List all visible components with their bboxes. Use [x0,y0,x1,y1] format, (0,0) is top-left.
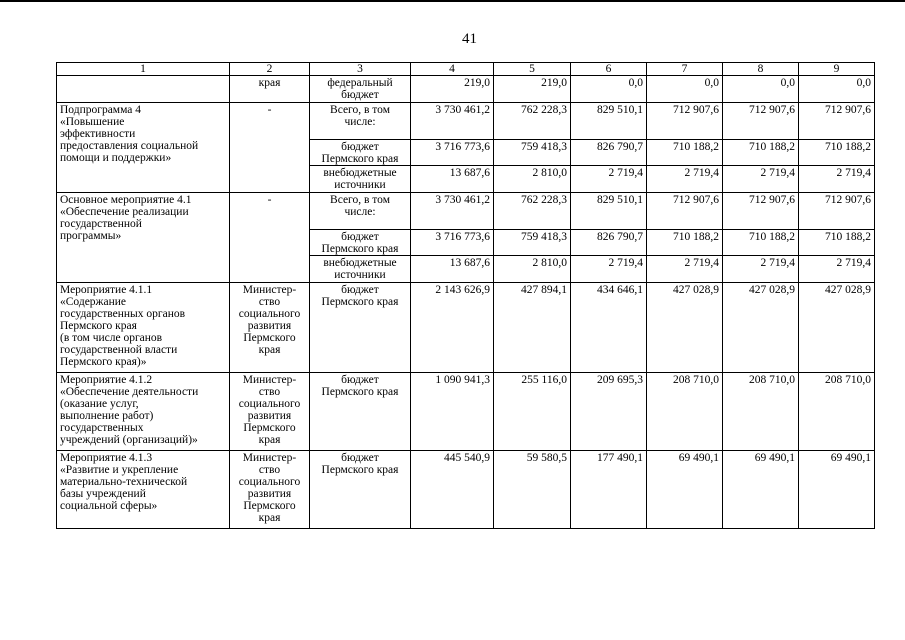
cell-line: государственных [60,422,144,434]
amount-cell: 762 228,3 [494,103,571,140]
amount-cell: 712 907,6 [723,103,799,140]
funding-source-cell [310,193,411,230]
cell-line: (оказание услуг, [60,398,139,410]
cell-line: внебюджетные [323,167,397,179]
amount-cell: 434 646,1 [571,283,647,373]
cell-line: Пермского края)» [60,356,147,368]
cell-line: Подпрограмма 4 [60,104,142,116]
amount-cell: 762 228,3 [494,193,571,230]
table-row [57,283,875,373]
amount-cell: 0,0 [799,76,875,103]
amount-cell: 712 907,6 [723,193,799,230]
amount-cell: 427 028,9 [799,283,875,373]
cell-line: Пермского края [321,386,399,398]
amount-cell: 710 188,2 [799,230,875,256]
cell-line: социального [238,398,301,410]
column-number-cell: 1 [57,63,230,76]
cell-line: числе: [344,206,376,218]
amount-cell: 177 490,1 [571,451,647,529]
amount-cell: 3 730 461,2 [411,103,494,140]
amount-cell: 3 716 773,6 [411,140,494,166]
amount-cell: 208 710,0 [799,373,875,451]
cell-line: социальной сферы» [60,500,158,512]
cell-line: Пермского [243,332,296,344]
amount-cell: 427 028,9 [723,283,799,373]
amount-cell: 0,0 [723,76,799,103]
cell-line: бюджет [341,231,379,243]
budget-table [56,62,875,529]
executor-cell [230,451,310,529]
cell-line: края [258,77,281,89]
amount-cell: 0,0 [647,76,723,103]
column-number-cell: 3 [310,63,411,76]
cell-line: края [258,344,281,356]
cell-line: ство [258,386,281,398]
amount-cell: 69 490,1 [647,451,723,529]
amount-cell: 826 790,7 [571,140,647,166]
cell-line: источники [334,179,386,191]
column-number-row [57,63,875,76]
cell-line: бюджет [341,89,379,101]
column-number-cell: 4 [411,63,494,76]
executor-cell [230,76,310,103]
amount-cell: 427 028,9 [647,283,723,373]
cell-line: края [258,512,281,524]
funding-source-cell [310,76,411,103]
amount-cell: 710 188,2 [723,140,799,166]
top-rule [0,0,905,2]
amount-cell: 2 719,4 [571,166,647,193]
cell-line: развития [247,488,292,500]
cell-line: Пермского [243,422,296,434]
amount-cell: 208 710,0 [647,373,723,451]
amount-cell: 712 907,6 [647,193,723,230]
item-name-cell [57,76,230,103]
amount-cell: 712 907,6 [799,103,875,140]
column-number-cell: 9 [799,63,875,76]
cell-line: бюджет [341,284,379,296]
amount-cell: 3 730 461,2 [411,193,494,230]
amount-cell: 2 719,4 [571,256,647,283]
amount-cell: 712 907,6 [647,103,723,140]
funding-source-cell [310,256,411,283]
amount-cell: 3 716 773,6 [411,230,494,256]
amount-cell: 208 710,0 [723,373,799,451]
funding-source-cell [310,283,411,373]
cell-line: эффективности [60,128,136,140]
cell-line: (в том числе органов [60,332,163,344]
table-row [57,193,875,230]
cell-line: «Развитие и укрепление [60,464,179,476]
amount-cell: 1 090 941,3 [411,373,494,451]
table-row [57,103,875,140]
funding-source-cell [310,103,411,140]
cell-line: выполнение работ) [60,410,154,422]
cell-line: социального [238,476,301,488]
cell-line: Всего, в том [330,104,390,116]
cell-line: Министер- [242,284,297,296]
executor-cell [230,193,310,283]
table-row [57,451,875,529]
amount-cell: 710 188,2 [799,140,875,166]
item-name-cell [57,193,230,283]
executor-cell [230,373,310,451]
cell-line: Пермского края [321,464,399,476]
cell-line: социального [238,308,301,320]
funding-source-cell [310,373,411,451]
amount-cell: 710 188,2 [647,230,723,256]
cell-line: материально-технической [60,476,188,488]
cell-line: государственных органов [60,308,186,320]
cell-line: государственной власти [60,344,178,356]
cell-line: предоставления социальной [60,140,199,152]
cell-line: Пермского края [321,243,399,255]
cell-line: «Повышение [60,116,125,128]
item-name-cell [57,451,230,529]
funding-source-cell [310,140,411,166]
amount-cell: 59 580,5 [494,451,571,529]
amount-cell: 2 719,4 [799,256,875,283]
amount-cell: 712 907,6 [799,193,875,230]
column-number-cell: 6 [571,63,647,76]
funding-source-cell [310,166,411,193]
cell-line: числе: [344,116,376,128]
cell-line: бюджет [341,374,379,386]
cell-line: «Обеспечение деятельности [60,386,199,398]
cell-line: программы» [60,230,122,242]
amount-cell: 826 790,7 [571,230,647,256]
cell-line: края [258,434,281,446]
amount-cell: 219,0 [494,76,571,103]
cell-line: Пермского [243,500,296,512]
cell-line: помощи и поддержки» [60,152,172,164]
amount-cell: 0,0 [571,76,647,103]
amount-cell: 710 188,2 [647,140,723,166]
cell-line: федеральный [327,77,393,89]
amount-cell: 2 810,0 [494,256,571,283]
cell-line: Пермского края [321,296,399,308]
cell-line: источники [334,269,386,281]
cell-line: бюджет [341,141,379,153]
item-name-cell [57,373,230,451]
cell-line: ство [258,464,281,476]
amount-cell: 710 188,2 [723,230,799,256]
amount-cell: 829 510,1 [571,103,647,140]
cell-line: Пермского края [321,153,399,165]
amount-cell: 13 687,6 [411,166,494,193]
item-name-cell [57,103,230,193]
cell-line: Мероприятие 4.1.3 [60,452,153,464]
cell-line: государственной [60,218,142,230]
amount-cell: 2 719,4 [723,166,799,193]
page-number: 41 [462,31,477,47]
cell-line: базы учреждений [60,488,146,500]
amount-cell: 759 418,3 [494,230,571,256]
executor-cell [230,103,310,193]
amount-cell: 209 695,3 [571,373,647,451]
table-row [57,373,875,451]
column-number-cell: 8 [723,63,799,76]
amount-cell: 2 719,4 [723,256,799,283]
executor-cell [230,283,310,373]
item-name-cell [57,283,230,373]
amount-cell: 255 116,0 [494,373,571,451]
amount-cell: 219,0 [411,76,494,103]
table-row [57,76,875,103]
table-body [57,63,875,529]
amount-cell: 2 719,4 [647,166,723,193]
funding-source-cell [310,451,411,529]
cell-line: ство [258,296,281,308]
amount-cell: 2 719,4 [647,256,723,283]
cell-line: - [267,104,272,116]
column-number-cell: 5 [494,63,571,76]
amount-cell: 13 687,6 [411,256,494,283]
cell-line: Министер- [242,452,297,464]
column-number-cell: 2 [230,63,310,76]
amount-cell: 2 719,4 [799,166,875,193]
cell-line: развития [247,320,292,332]
amount-cell: 445 540,9 [411,451,494,529]
cell-line: учреждений (организаций)» [60,434,198,446]
cell-line: развития [247,410,292,422]
cell-line: Всего, в том [330,194,390,206]
amount-cell: 69 490,1 [723,451,799,529]
amount-cell: 2 810,0 [494,166,571,193]
cell-line: внебюджетные [323,257,397,269]
column-number-cell: 7 [647,63,723,76]
cell-line: бюджет [341,452,379,464]
cell-line: «Обеспечение реализации [60,206,189,218]
amount-cell: 2 143 626,9 [411,283,494,373]
amount-cell: 427 894,1 [494,283,571,373]
cell-line: Мероприятие 4.1.1 [60,284,153,296]
cell-line: - [267,194,272,206]
cell-line: Пермского края [60,320,137,332]
amount-cell: 69 490,1 [799,451,875,529]
cell-line: «Содержание [60,296,127,308]
cell-line: Министер- [242,374,297,386]
amount-cell: 829 510,1 [571,193,647,230]
funding-source-cell [310,230,411,256]
amount-cell: 759 418,3 [494,140,571,166]
cell-line: Мероприятие 4.1.2 [60,374,153,386]
cell-line: Основное мероприятие 4.1 [60,194,192,206]
